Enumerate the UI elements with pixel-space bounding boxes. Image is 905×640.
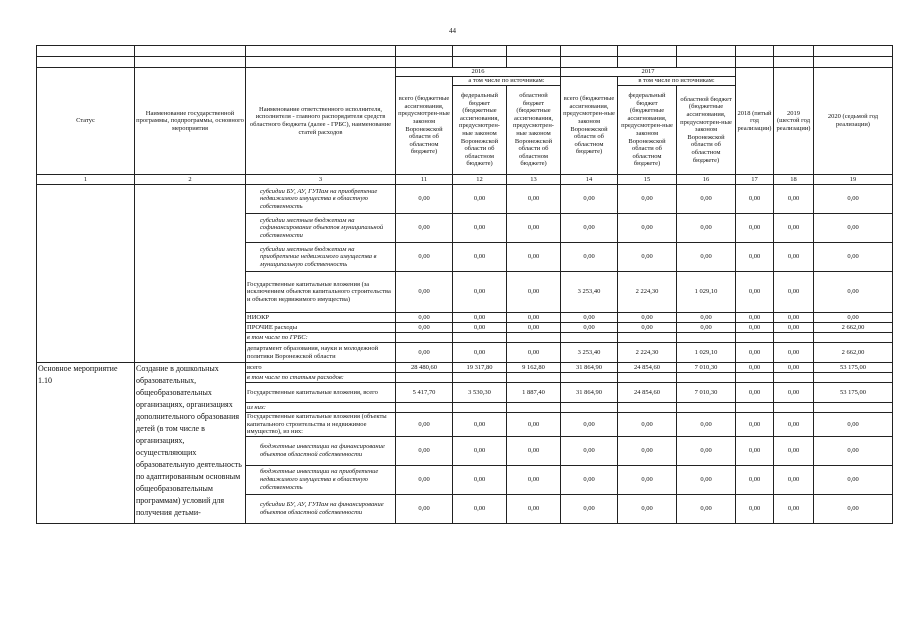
value-cell: 0,00 xyxy=(453,323,507,333)
value-cell: 0,00 xyxy=(618,465,677,494)
value-cell: 0,00 xyxy=(453,465,507,494)
value-cell: 53 175,00 xyxy=(814,383,893,403)
value-cell: 0,00 xyxy=(774,323,814,333)
value-cell xyxy=(814,373,893,383)
value-cell: 0,00 xyxy=(396,413,453,437)
value-cell: 0,00 xyxy=(396,185,453,214)
value-cell: 0,00 xyxy=(677,413,736,437)
header-regional-2016: областной бюджет (бюджетные ассигнования, предусмотрен-ные законом Воронежской области об областном бюджете) xyxy=(507,86,561,175)
value-cell: 0,00 xyxy=(814,494,893,523)
value-cell: 0,00 xyxy=(561,436,618,465)
value-cell xyxy=(561,373,618,383)
column-number: 2 xyxy=(135,175,246,185)
header-program: Наименование государственной программы, подпрограммы, основного мероприятия xyxy=(135,68,246,175)
value-cell: 2 662,00 xyxy=(814,343,893,363)
value-cell: 0,00 xyxy=(396,436,453,465)
value-cell: 31 864,90 xyxy=(561,383,618,403)
header-federal-2017: федеральный бюджет (бюджетные ассигнования, предусмотрен-ные законом Воронежской области об областном бюджете) xyxy=(618,86,677,175)
value-cell: 0,00 xyxy=(507,436,561,465)
value-cell: 0,00 xyxy=(453,343,507,363)
value-cell xyxy=(396,333,453,343)
value-cell xyxy=(814,403,893,413)
header-status: Статус xyxy=(37,68,135,175)
value-cell: 0,00 xyxy=(396,243,453,272)
blank-header-strip xyxy=(37,57,893,68)
value-cell: 0,00 xyxy=(618,185,677,214)
table-row xyxy=(37,185,893,214)
value-cell: 0,00 xyxy=(677,214,736,243)
value-cell xyxy=(736,333,774,343)
value-cell: 0,00 xyxy=(396,313,453,323)
row-label: субсидии БУ, АУ, ГУПам на приобретение недвижимого имущества в областную собственность xyxy=(246,185,396,214)
value-cell xyxy=(618,373,677,383)
value-cell xyxy=(677,373,736,383)
value-cell: 0,00 xyxy=(561,214,618,243)
column-number: 3 xyxy=(246,175,396,185)
value-cell: 0,00 xyxy=(736,323,774,333)
value-cell: 7 010,30 xyxy=(677,383,736,403)
value-cell: 0,00 xyxy=(774,494,814,523)
header-row-years xyxy=(37,68,893,77)
value-cell: 0,00 xyxy=(561,185,618,214)
value-cell: 0,00 xyxy=(814,465,893,494)
value-cell: 1 887,40 xyxy=(507,383,561,403)
column-number: 17 xyxy=(736,175,774,185)
value-cell xyxy=(561,403,618,413)
column-number: 12 xyxy=(453,175,507,185)
measure-status: Основное мероприятие 1.10 xyxy=(37,363,135,524)
value-cell: 0,00 xyxy=(507,214,561,243)
column-number: 14 xyxy=(561,175,618,185)
row-label: субсидии местным бюджетам на софинансирование объектов муниципальной собственности xyxy=(246,214,396,243)
row-label: Государственные капитальные вложения, всего xyxy=(246,383,396,403)
value-cell: 0,00 xyxy=(396,272,453,313)
value-cell xyxy=(774,333,814,343)
blank-header-strip xyxy=(37,46,893,57)
value-cell: 0,00 xyxy=(677,465,736,494)
value-cell: 0,00 xyxy=(814,185,893,214)
row-label: в том числе по статьям расходов: xyxy=(246,373,396,383)
value-cell xyxy=(396,403,453,413)
value-cell: 0,00 xyxy=(736,363,774,373)
value-cell xyxy=(814,333,893,343)
column-number: 16 xyxy=(677,175,736,185)
value-cell: 0,00 xyxy=(561,323,618,333)
header-executor: Наименование ответственного исполнителя, исполнителя - главного распорядителя средств областного бюджета (далее - ГРБС), наименование статей расходов xyxy=(246,68,396,175)
header-2018: 2018 (пятый год реализации) xyxy=(736,68,774,175)
header-incl-2017: в том числе по источникам: xyxy=(618,77,736,86)
value-cell: 3 253,40 xyxy=(561,343,618,363)
value-cell: 1 029,10 xyxy=(677,272,736,313)
value-cell: 0,00 xyxy=(814,243,893,272)
value-cell: 0,00 xyxy=(677,436,736,465)
value-cell xyxy=(396,373,453,383)
value-cell: 0,00 xyxy=(736,272,774,313)
value-cell: 3 530,30 xyxy=(453,383,507,403)
value-cell: 0,00 xyxy=(774,383,814,403)
value-cell: 0,00 xyxy=(453,494,507,523)
value-cell: 0,00 xyxy=(774,465,814,494)
value-cell: 0,00 xyxy=(507,313,561,323)
value-cell: 0,00 xyxy=(561,494,618,523)
value-cell: 2 662,00 xyxy=(814,323,893,333)
row-label: бюджетные инвестиции на приобретение недвижимого имущества в областную собственность xyxy=(246,465,396,494)
value-cell xyxy=(677,403,736,413)
value-cell: 0,00 xyxy=(561,243,618,272)
value-cell: 0,00 xyxy=(736,413,774,437)
value-cell: 0,00 xyxy=(736,465,774,494)
value-cell: 0,00 xyxy=(774,363,814,373)
value-cell: 1 029,10 xyxy=(677,343,736,363)
value-cell: 0,00 xyxy=(736,436,774,465)
value-cell xyxy=(618,333,677,343)
value-cell xyxy=(507,333,561,343)
value-cell xyxy=(507,403,561,413)
value-cell xyxy=(736,373,774,383)
value-cell: 0,00 xyxy=(677,494,736,523)
value-cell: 0,00 xyxy=(618,413,677,437)
value-cell: 0,00 xyxy=(814,272,893,313)
value-cell: 0,00 xyxy=(774,272,814,313)
header-regional-2017: областной бюджет (бюджетные ассигнования, предусмотрен-ные законом Воронежской области об областном бюджете) xyxy=(677,86,736,175)
value-cell: 0,00 xyxy=(736,383,774,403)
row-label: субсидии местным бюджетам на приобретение недвижимого имущества в муниципальную собственность xyxy=(246,243,396,272)
value-cell xyxy=(736,403,774,413)
value-cell: 0,00 xyxy=(774,243,814,272)
column-number: 13 xyxy=(507,175,561,185)
value-cell: 0,00 xyxy=(507,243,561,272)
header-total-2017: всего (бюджетные ассигнования, предусмотрен-ные законом Воронежской области об областном бюджете) xyxy=(561,77,618,175)
value-cell: 28 480,60 xyxy=(396,363,453,373)
value-cell xyxy=(453,373,507,383)
row-label: Государственные капитальные вложения (объекты капитального строительства и недвижимое имущество), из них: xyxy=(246,413,396,437)
value-cell: 0,00 xyxy=(736,243,774,272)
value-cell: 0,00 xyxy=(453,272,507,313)
value-cell: 0,00 xyxy=(618,214,677,243)
column-number: 11 xyxy=(396,175,453,185)
column-number: 1 xyxy=(37,175,135,185)
value-cell: 0,00 xyxy=(774,313,814,323)
value-cell: 0,00 xyxy=(677,185,736,214)
value-cell: 0,00 xyxy=(396,323,453,333)
page-number: 44 xyxy=(449,27,456,35)
row-label: ПРОЧИЕ расходы xyxy=(246,323,396,333)
value-cell: 0,00 xyxy=(618,313,677,323)
header-federal-2016: федеральный бюджет (бюджетные ассигнования, предусмотрен-ные законом Воронежской области об областном бюджете) xyxy=(453,86,507,175)
value-cell: 0,00 xyxy=(618,436,677,465)
value-cell: 0,00 xyxy=(453,436,507,465)
value-cell: 53 175,00 xyxy=(814,363,893,373)
header-2020: 2020 (седьмой год реализации) xyxy=(814,68,893,175)
value-cell: 19 317,80 xyxy=(453,363,507,373)
column-number: 15 xyxy=(618,175,677,185)
value-cell xyxy=(774,403,814,413)
row-label: департамент образования, науки и молодежной политики Воронежской области xyxy=(246,343,396,363)
value-cell: 0,00 xyxy=(814,214,893,243)
value-cell: 0,00 xyxy=(561,413,618,437)
value-cell: 0,00 xyxy=(814,436,893,465)
value-cell: 0,00 xyxy=(618,323,677,333)
program-cell-empty xyxy=(135,185,246,363)
value-cell: 0,00 xyxy=(396,465,453,494)
column-number-row xyxy=(37,175,893,185)
value-cell: 3 253,40 xyxy=(561,272,618,313)
value-cell: 0,00 xyxy=(677,313,736,323)
row-label: бюджетные инвестиции на финансирование объектов областной собственности xyxy=(246,436,396,465)
value-cell: 0,00 xyxy=(618,243,677,272)
value-cell: 0,00 xyxy=(507,413,561,437)
column-number: 18 xyxy=(774,175,814,185)
value-cell xyxy=(507,373,561,383)
header-2019: 2019 (шестой год реализации) xyxy=(774,68,814,175)
value-cell: 5 417,70 xyxy=(396,383,453,403)
value-cell: 2 224,30 xyxy=(618,343,677,363)
row-label: субсидии БУ, АУ, ГУПам на финансирование объектов областной собственности xyxy=(246,494,396,523)
row-label: НИОКР xyxy=(246,313,396,323)
measure-program: Создание в дошкольных образовательных, общеобразовательных организациях, организациях дополнительного образования детей (в том числе в организациях, осуществляющих образовательную деятельность по адаптированным основным общеобразовательным программам) условий для получения детьми- xyxy=(135,363,246,524)
value-cell: 0,00 xyxy=(736,313,774,323)
value-cell: 0,00 xyxy=(507,323,561,333)
row-label: в том числе по ГРБС: xyxy=(246,333,396,343)
value-cell: 0,00 xyxy=(453,214,507,243)
header-total-2016: всего (бюджетные ассигнования, предусмотрен-ные законом Воронежской области об областном бюджете) xyxy=(396,77,453,175)
budget-table xyxy=(36,45,893,524)
value-cell: 0,00 xyxy=(507,343,561,363)
value-cell: 0,00 xyxy=(736,185,774,214)
value-cell: 0,00 xyxy=(453,313,507,323)
value-cell: 0,00 xyxy=(774,436,814,465)
value-cell: 0,00 xyxy=(677,243,736,272)
value-cell: 0,00 xyxy=(814,313,893,323)
value-cell: 7 010,30 xyxy=(677,363,736,373)
value-cell: 0,00 xyxy=(396,343,453,363)
row-label: Государственные капитальные вложения (за исключением объектов капитального строительства и объектов недвижимого имущества) xyxy=(246,272,396,313)
value-cell: 0,00 xyxy=(396,214,453,243)
header-year-2016: 2016 xyxy=(396,68,561,77)
value-cell: 0,00 xyxy=(814,413,893,437)
value-cell: 0,00 xyxy=(774,343,814,363)
value-cell: 0,00 xyxy=(736,494,774,523)
value-cell: 0,00 xyxy=(453,185,507,214)
row-label: всего xyxy=(246,363,396,373)
header-year-2017: 2017 xyxy=(561,68,736,77)
value-cell: 0,00 xyxy=(507,465,561,494)
row-label: из них: xyxy=(246,403,396,413)
value-cell xyxy=(453,333,507,343)
value-cell: 0,00 xyxy=(453,243,507,272)
value-cell: 0,00 xyxy=(396,494,453,523)
value-cell: 0,00 xyxy=(774,185,814,214)
value-cell: 0,00 xyxy=(736,343,774,363)
value-cell xyxy=(677,333,736,343)
value-cell: 2 224,30 xyxy=(618,272,677,313)
table-row xyxy=(37,363,893,373)
value-cell: 0,00 xyxy=(507,185,561,214)
value-cell: 0,00 xyxy=(677,323,736,333)
value-cell: 0,00 xyxy=(507,272,561,313)
value-cell: 0,00 xyxy=(774,413,814,437)
value-cell: 0,00 xyxy=(774,214,814,243)
value-cell xyxy=(774,373,814,383)
value-cell: 9 162,80 xyxy=(507,363,561,373)
value-cell: 0,00 xyxy=(561,465,618,494)
value-cell xyxy=(618,403,677,413)
value-cell: 0,00 xyxy=(507,494,561,523)
value-cell xyxy=(453,403,507,413)
column-number: 19 xyxy=(814,175,893,185)
header-incl-2016: а том числе по источникам: xyxy=(453,77,561,86)
value-cell: 24 854,60 xyxy=(618,363,677,373)
value-cell: 31 864,90 xyxy=(561,363,618,373)
value-cell: 0,00 xyxy=(453,413,507,437)
value-cell xyxy=(561,333,618,343)
value-cell: 24 854,60 xyxy=(618,383,677,403)
value-cell: 0,00 xyxy=(736,214,774,243)
value-cell: 0,00 xyxy=(561,313,618,323)
status-cell-empty xyxy=(37,185,135,363)
budget-sheet xyxy=(36,45,892,524)
value-cell: 0,00 xyxy=(618,494,677,523)
